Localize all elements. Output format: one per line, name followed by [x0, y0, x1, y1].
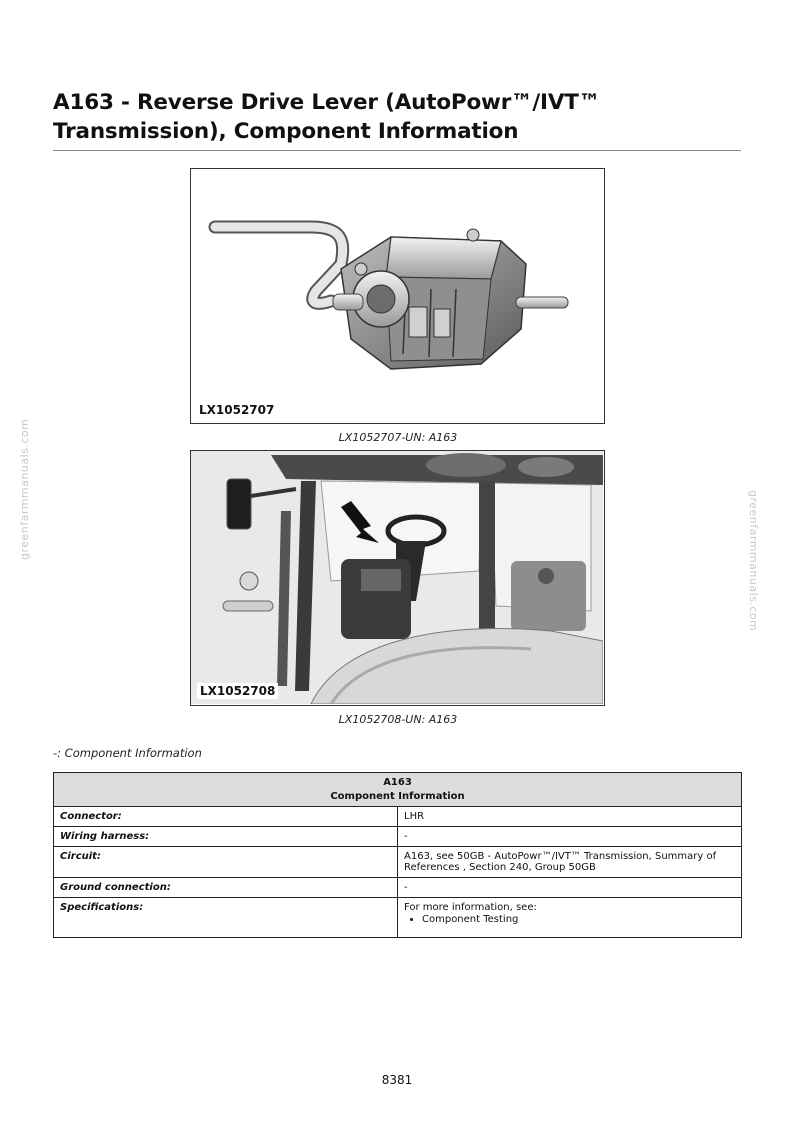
- connector-value: LHR: [398, 807, 742, 827]
- reference-link-component-testing[interactable]: • Component Testing: [422, 914, 735, 925]
- page-title: [53, 88, 743, 146]
- specifications-value: [398, 898, 742, 938]
- page-number: 8381: [381, 1073, 413, 1087]
- table-row: [54, 898, 742, 938]
- tractor-cab-illustration: [191, 451, 603, 704]
- table-header-id: A163: [383, 777, 412, 788]
- table-row: [54, 827, 742, 847]
- table-row: [54, 878, 742, 898]
- component-information-table: [53, 772, 742, 938]
- watermark-left: greenfarmmanuals.com: [18, 418, 31, 560]
- page-title-line-2: Transmission), Component Information: [53, 119, 519, 144]
- ground-connection-value: -: [398, 878, 742, 898]
- section-label: -: Component Information: [53, 746, 202, 760]
- ground-connection-label: Ground connection:: [54, 878, 398, 898]
- circuit-value: A163, see 50GB - AutoPowr™/IVT™ Transmission, Summary of References , Section 240, Group 50GB: [398, 847, 742, 878]
- table-row: [54, 847, 742, 878]
- specifications-label: Specifications:: [54, 898, 398, 938]
- lever-assembly-illustration: [191, 169, 603, 422]
- figure-1-label: LX1052707: [199, 403, 275, 417]
- table-header: [54, 773, 742, 807]
- page-title-line-1: A163 - Reverse Drive Lever (AutoPowr™/IVT™: [53, 90, 601, 115]
- watermark-right: greenfarmmanuals.com: [747, 490, 760, 632]
- figure-2-label: LX1052708: [197, 683, 278, 699]
- table-header-title: Component Information: [330, 791, 465, 802]
- wiring-harness-value: -: [398, 827, 742, 847]
- figure-2-caption: LX1052708-UN: A163: [338, 713, 458, 726]
- specifications-intro: For more information, see:: [404, 902, 537, 913]
- wiring-harness-label: Wiring harness:: [54, 827, 398, 847]
- table-row: [54, 807, 742, 827]
- title-divider: [53, 150, 741, 151]
- figure-tractor-cab: [190, 450, 605, 706]
- connector-label: Connector:: [54, 807, 398, 827]
- specifications-reference-list: [404, 914, 735, 925]
- circuit-label: Circuit:: [54, 847, 398, 878]
- figure-lever-assembly: [190, 168, 605, 424]
- figure-1-caption: LX1052707-UN: A163: [338, 431, 458, 444]
